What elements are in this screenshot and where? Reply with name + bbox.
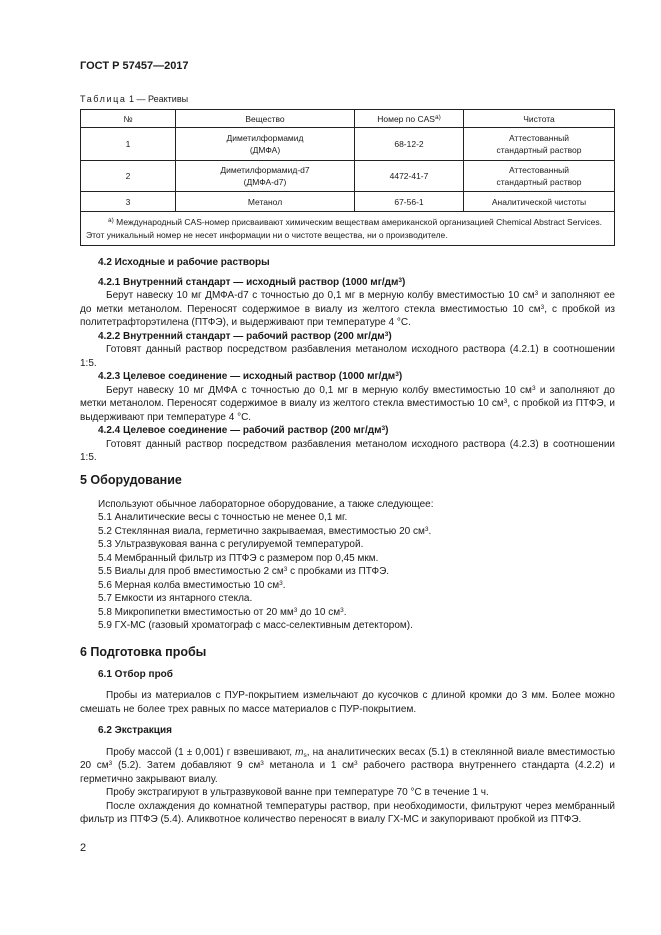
- list-item: 5.3 Ультразвуковая ванна с регулируемой температурой.: [98, 539, 364, 550]
- subsection-title: 6.1 Отбор проб: [98, 668, 173, 680]
- document-header: ГОСТ Р 57457—2017: [80, 60, 189, 72]
- paragraph: Пробу массой (1 ± 0,001) г взвешивают, $m_s$, на аналитических весах (5.1) в стеклянной виале вместимостью 20 $см^3$ (5.2). Затем добавляют 9 $см^3$ метанола и 1 $см^3$ рабочего раствора внутреннего стандарта (4.2.2) и герметично закрывают виалу.: [80, 746, 615, 785]
- table-row: 1 Диметилформамид (ДМФА) 68-12-2 Аттестованный стандартный раствор: [81, 128, 615, 161]
- col-substance: Вещество: [176, 110, 355, 128]
- col-no: №: [81, 110, 176, 128]
- list-item: 5.2 Стеклянная виала, герметично закрываемая, вместимостью 20 $см^3$.: [98, 525, 432, 537]
- table-caption: Таблица 1 — Реактивы: [80, 94, 189, 104]
- paragraph: Берут навеску 10 мг ДМФА-d7 с точностью до 0,1 мг в мерную колбу вместимостью 10 $см^3$ и заполняют ее до метки метанолом. Переносят содержимое в виалу из желтого стекла вместимостью 10 $см^3$, с пробкой из политетрафторэтилена (ПТФЭ), и выдерживают при температуре 4 °С.: [80, 290, 616, 328]
- paragraph: Готовят данный раствор посредством разбавления метанолом исходного раствора (4.2.1) в соотношении 1:5.: [80, 344, 615, 369]
- list-item: 5.8 Микропипетки вместимостью от 20 $мм^3$ до 10 $см^3$.: [98, 606, 347, 618]
- page-number: 2: [80, 842, 87, 854]
- reagents-table: [80, 109, 615, 246]
- list-item: 5.7 Емкости из янтарного стекла.: [98, 593, 253, 604]
- section-title: 4.2 Исходные и рабочие растворы: [98, 257, 270, 268]
- subsection-title: 4.2.4 Целевое соединение — рабочий раствор (200 $мг/дм^3$): [98, 425, 389, 436]
- paragraph: Пробу экстрагируют в ультразвуковой ванне при температуре 70 °С в течение 1 ч.: [106, 787, 489, 798]
- subsection-title: 4.2.3 Целевое соединение — исходный раствор (1000 $мг/дм^3$): [98, 371, 403, 382]
- section-6: [80, 646, 615, 827]
- paragraph: Берут навеску 10 мг ДМФА с точностью до 0,1 мг в мерную колбу вместимостью 10 $см^3$ и заполняют до метки метанолом. Переносят содержимое в виалу из желтого стекла вместимостью 10 $см^3$, с пробкой из ПТФЭ, и выдерживают при температуре 4 °С.: [80, 384, 616, 423]
- paragraph: Используют обычное лабораторное оборудование, а также следующее:: [98, 498, 434, 510]
- paragraph: Готовят данный раствор посредством разбавления метанолом исходного раствора (4.2.3) в соотношении 1:5.: [80, 438, 615, 463]
- list-item: 5.6 Мерная колба вместимостью 10 $см^3$.: [98, 579, 286, 591]
- table-row: 2 Диметилформамид-d7 (ДМФА-d7) 4472-41-7 Аттестованный стандартный раствор: [81, 161, 615, 192]
- table-header-row: [81, 110, 615, 128]
- paragraph: После охлаждения до комнатной температуры раствор, при необходимости, фильтруют через мембранный фильтр из ПТФЭ (5.4). Аликвотное количество переносят в виалу ГХ-МС и закупоривают пробкой из ПТФЭ.: [80, 800, 615, 825]
- subsection-title: 4.2.2 Внутренний стандарт — рабочий раствор (200 $мг/дм^3$): [98, 330, 392, 342]
- subsection-title: 6.2 Экстракция: [98, 725, 172, 736]
- table-row: 3 Метанол 67-56-1 Аналитической чистоты: [81, 192, 615, 212]
- list-item: 5.9 ГХ-МС (газовый хроматограф с масс-селективным детектором).: [98, 620, 413, 631]
- section-title: 6 Подготовка пробы: [80, 645, 207, 659]
- table-footnote: $^{а)}$ Международный CAS-номер присваивают химическим веществам американской организацией Chemical Abstract Services. Этот уникальный номер не несет информации ни о чистоте вещества, ни о производителе.: [81, 212, 615, 246]
- table-footnote-row: [81, 212, 615, 246]
- col-purity: Чистота: [464, 110, 615, 128]
- col-cas: Номер по $CAS^{а)}$: [355, 110, 464, 128]
- list-item: 5.4 Мембранный фильтр из ПТФЭ с размером пор 0,45 мкм.: [98, 552, 379, 564]
- subsection-title: 4.2.1 Внутренний стандарт — исходный раствор (1000 $мг/дм^3$): [98, 276, 406, 288]
- section-5: [80, 474, 615, 633]
- section-title: 5 Оборудование: [80, 473, 182, 487]
- section-4-2: [80, 256, 615, 465]
- list-item: 5.1 Аналитические весы с точностью не менее 0,1 мг.: [98, 512, 348, 523]
- list-item: 5.5 Виалы для проб вместимостью 2 $см^3$ с пробками из ПТФЭ.: [98, 566, 390, 577]
- paragraph: Пробы из материалов с ПУР-покрытием измельчают до кусочков с длиной кромки до 3 мм. Более можно смешать не более трех равных по массе материалов с ПУР-покрытием.: [80, 690, 615, 715]
